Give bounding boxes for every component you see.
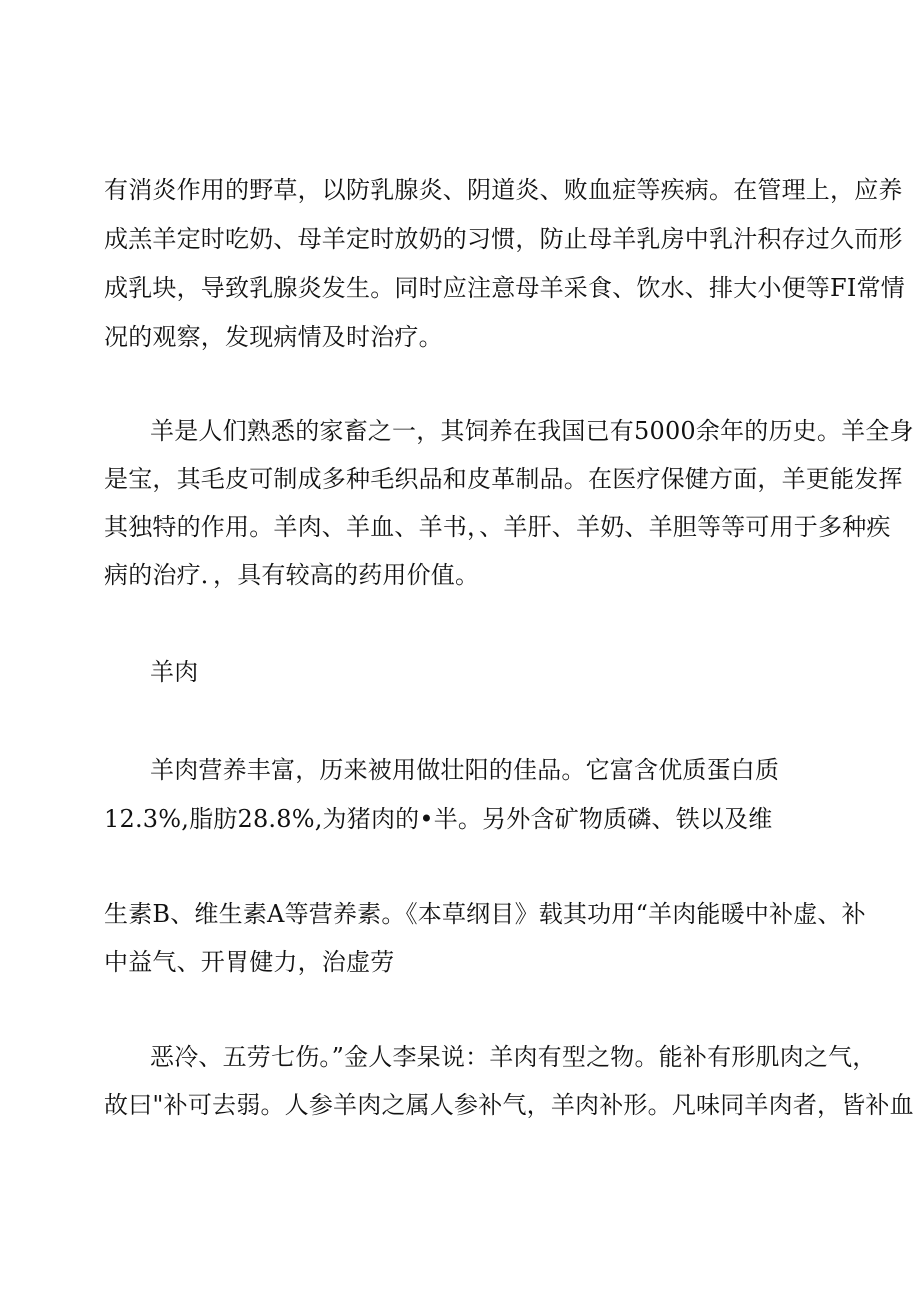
paragraph-1-line-4: 况的观察，发现病情及时治疗。 [104,323,443,351]
paragraph-1-line-2: 成羔羊定时吃奶、母羊定时放奶的习惯，防止母羊乳房中乳汁积存过久而形 [104,225,903,253]
paragraph-1-line-1: 有消炎作用的野草，以防乳腺炎、阴道炎、败血症等疾病。在管理上，应养 [104,176,903,204]
paragraph-2-line-1: 羊是人们熟悉的家畜之一，其饲养在我国已有5000余年的历史。羊全身 [150,417,914,445]
paragraph-4-line-1: 生素B、维生素A等营养素。《本草纲目》载其功用“羊肉能暖中补虚、补 [104,900,866,928]
paragraph-1-line-3: 成乳块，导致乳腺炎发生。同时应注意母羊采食、饮水、排大小便等FI常情 [104,274,905,302]
paragraph-4-line-2: 中益气、开胃健力，治虚劳 [104,948,395,976]
paragraph-3-line-1: 羊肉营养丰富，历来被用做壮阳的佳品。它富含优质蛋白质 [150,756,780,784]
paragraph-5-line-2: 故曰"补可去弱。人参羊肉之属人参补气，羊肉补形。凡味同羊肉者，皆补血 [104,1091,914,1119]
paragraph-2-line-4: 病的治疗．，具有较高的药用价值。 [104,561,480,589]
paragraph-2-line-2: 是宝，其毛皮可制成多种毛织品和皮革制品。在医疗保健方面，羊更能发挥 [104,465,903,493]
paragraph-5-line-1: 恶冷、五劳七伤。”金人李杲说：羊肉有型之物。能补有形肌肉之气， [150,1043,877,1071]
paragraph-2-line-3: 其独特的作用。羊肉、羊血、羊书，、羊肝、羊奶、羊胆等等可用于多种疾 [104,513,891,541]
paragraph-3-line-2: 12.3%,脂肪28.8%,为猪肉的•半。另外含矿物质磷、铁以及维 [104,805,773,833]
section-heading-mutton: 羊肉 [150,658,199,686]
